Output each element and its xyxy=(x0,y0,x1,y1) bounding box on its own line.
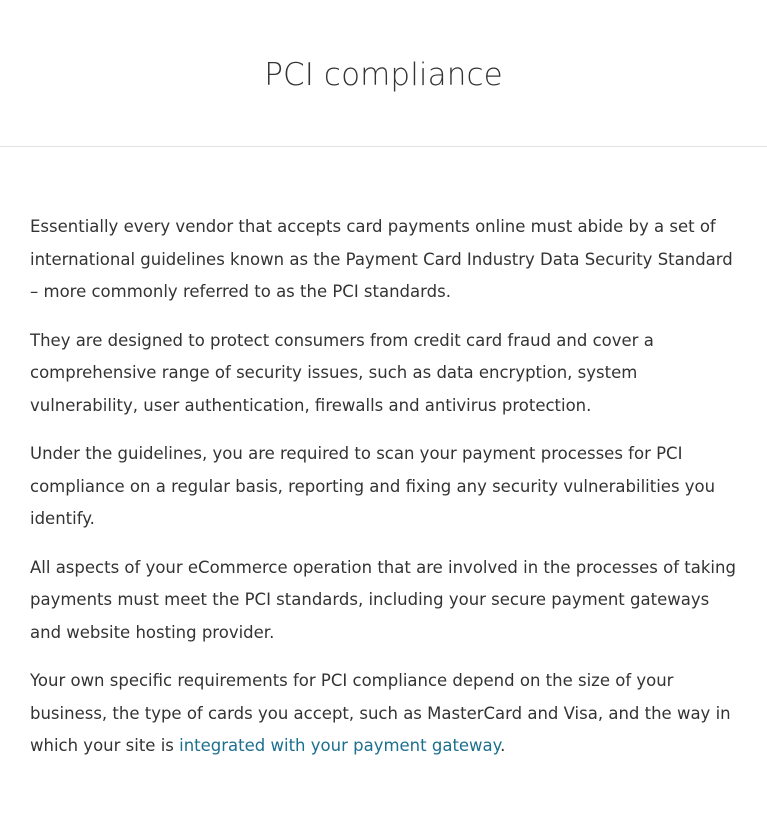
payment-gateway-link[interactable]: integrated with your payment gateway xyxy=(179,736,501,755)
paragraph-requirements-end: . xyxy=(500,736,506,755)
paragraph-vendors: Essentially every vendor that accepts card payments online must abide by a set of international guidelines known as the Payment Card Industry Data Security Standard – more commonly referred to as the PCI standards. xyxy=(30,217,733,301)
paragraph-scanning: Under the guidelines, you are required to scan your payment processes for PCI compliance on a regular basis, reporting and fixing any security vulnerabilities you identify. xyxy=(30,444,716,528)
paragraph-requirements-text: Your own specific requirements for PCI compliance depend on the size of your business, the type of cards you accept, such as MasterCard and Visa, and the way in which your site is xyxy=(30,671,731,755)
page-title: PCI compliance xyxy=(264,57,503,94)
paragraph-requirements xyxy=(30,665,737,763)
paragraph-ecommerce: All aspects of your eCommerce operation that are involved in the processes of taking payments must meet the PCI standards, including your secure payment gateways and website hosting provider. xyxy=(30,557,736,642)
paragraph-purpose: They are designed to protect consumers from credit card fraud and cover a comprehensive range of security issues, such as data encryption, system vulnerability, user authentication, firewalls and antivirus protection. xyxy=(30,330,654,415)
